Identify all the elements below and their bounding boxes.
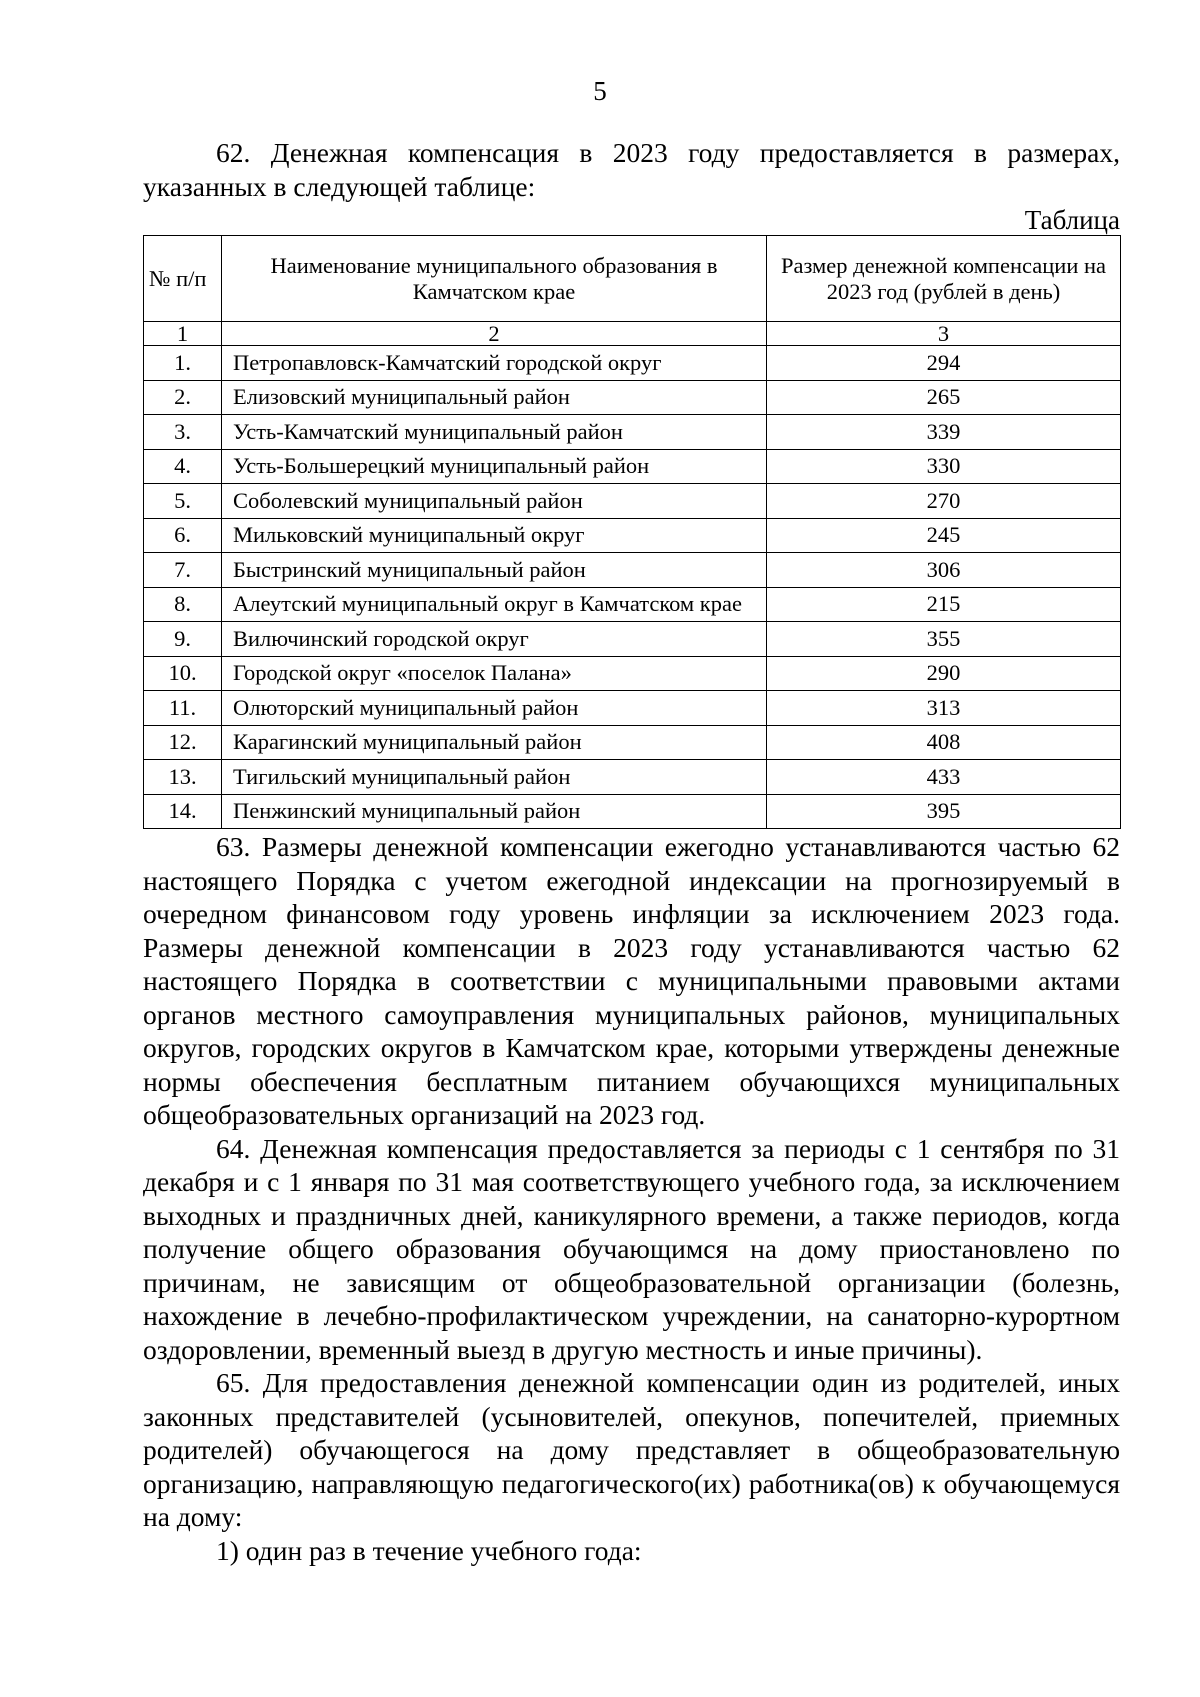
row-number: 2.	[144, 380, 222, 415]
header-number: № п/п	[144, 236, 222, 322]
row-number: 12.	[144, 725, 222, 760]
row-amount: 294	[767, 346, 1121, 381]
row-number: 6.	[144, 518, 222, 553]
row-municipality: Олюторский муниципальный район	[222, 691, 767, 726]
row-municipality: Усть-Камчатский муниципальный район	[222, 415, 767, 450]
row-number: 8.	[144, 587, 222, 622]
row-amount: 395	[767, 794, 1121, 829]
row-municipality: Быстринский муниципальный район	[222, 553, 767, 588]
row-number: 9.	[144, 622, 222, 657]
row-amount: 433	[767, 760, 1121, 795]
document-body	[143, 136, 1120, 1567]
table-row	[144, 518, 1121, 553]
table-row	[144, 794, 1121, 829]
table-row	[144, 691, 1121, 726]
row-municipality: Городской округ «поселок Палана»	[222, 656, 767, 691]
row-amount: 355	[767, 622, 1121, 657]
row-number: 11.	[144, 691, 222, 726]
table-row	[144, 484, 1121, 519]
row-municipality: Пенжинский муниципальный район	[222, 794, 767, 829]
row-amount: 270	[767, 484, 1121, 519]
index-cell: 2	[222, 322, 767, 346]
index-cell: 3	[767, 322, 1121, 346]
table-index-row	[144, 322, 1121, 346]
row-number: 5.	[144, 484, 222, 519]
paragraph-64: 64. Денежная компенсация предоставляется за периоды с 1 сентября по 31 декабря и с 1 января по 31 мая соответствующего учебного года, за исключением выходных и праздничных дней, каникулярного времени, а также периодов, когда получение общего образования обучающимся на дому приостановлено по причинам, не зависящим от общеобразовательной организации (болезнь, нахождение в лечебно-профилактическом учреждении, на санаторно-курортном оздоровлении, временный выезд в другую местность и иные причины).	[143, 1132, 1120, 1365]
row-municipality: Петропавловск-Камчатский городской округ	[222, 346, 767, 381]
header-compensation-amount: Размер денежной компенсации на 2023 год (рублей в день)	[767, 236, 1121, 322]
row-number: 7.	[144, 553, 222, 588]
row-municipality: Соболевский муниципальный район	[222, 484, 767, 519]
table-row	[144, 622, 1121, 657]
compensation-table	[143, 235, 1121, 829]
row-amount: 215	[767, 587, 1121, 622]
row-amount: 313	[767, 691, 1121, 726]
table-row	[144, 656, 1121, 691]
paragraph-65-subitem-1: 1) один раз в течение учебного года:	[216, 1534, 642, 1566]
row-number: 10.	[144, 656, 222, 691]
row-municipality: Мильковский муниципальный округ	[222, 518, 767, 553]
row-amount: 245	[767, 518, 1121, 553]
row-amount: 339	[767, 415, 1121, 450]
paragraph-65: 65. Для предоставления денежной компенсации один из родителей, иных законных представителей (усыновителей, опекунов, попечителей, приемных родителей) обучающегося на дому представляет в общеобразовательную организацию, направляющую педагогического(их) работника(ов) к обучающемуся на дому:	[143, 1367, 1120, 1532]
row-municipality: Вилючинский городской округ	[222, 622, 767, 657]
row-amount: 330	[767, 449, 1121, 484]
table-row	[144, 760, 1121, 795]
index-cell: 1	[144, 322, 222, 346]
paragraph-63: 63. Размеры денежной компенсации ежегодно устанавливаются частью 62 настоящего Порядка с учетом ежегодной индексации на прогнозируемый в очередном финансовом году уровень инфляции за исключением 2023 года. Размеры денежной компенсации в 2023 году устанавливаются частью 62 настоящего Порядка в соответствии с муниципальными правовыми актами органов местного самоуправления муниципальных районов, муниципальных округов, городских округов в Камчатском крае, которыми утверждены денежные нормы обеспечения бесплатным питанием обучающихся муниципальных общеобразовательных организаций на 2023 год.	[143, 831, 1120, 1130]
row-municipality: Алеутский муниципальный округ в Камчатском крае	[222, 587, 767, 622]
table-row	[144, 553, 1121, 588]
row-amount: 265	[767, 380, 1121, 415]
table-row	[144, 346, 1121, 381]
table-header-row	[144, 236, 1121, 322]
row-amount: 306	[767, 553, 1121, 588]
table-row	[144, 380, 1121, 415]
header-municipality: Наименование муниципального образования в Камчатском крае	[222, 236, 767, 322]
table-row	[144, 587, 1121, 622]
table-row	[144, 449, 1121, 484]
row-number: 3.	[144, 415, 222, 450]
row-municipality: Усть-Большерецкий муниципальный район	[222, 449, 767, 484]
row-amount: 290	[767, 656, 1121, 691]
row-number: 14.	[144, 794, 222, 829]
row-amount: 408	[767, 725, 1121, 760]
row-municipality: Елизовский муниципальный район	[222, 380, 767, 415]
row-municipality: Карагинский муниципальный район	[222, 725, 767, 760]
row-municipality: Тигильский муниципальный район	[222, 760, 767, 795]
page-number: 5	[593, 76, 607, 106]
table-caption: Таблица	[1024, 205, 1120, 235]
row-number: 13.	[144, 760, 222, 795]
row-number: 4.	[144, 449, 222, 484]
row-number: 1.	[144, 346, 222, 381]
table-row	[144, 725, 1121, 760]
paragraph-62: 62. Денежная компенсация в 2023 году предоставляется в размерах, указанных в следующей таблице:	[143, 137, 1120, 202]
table-row	[144, 415, 1121, 450]
